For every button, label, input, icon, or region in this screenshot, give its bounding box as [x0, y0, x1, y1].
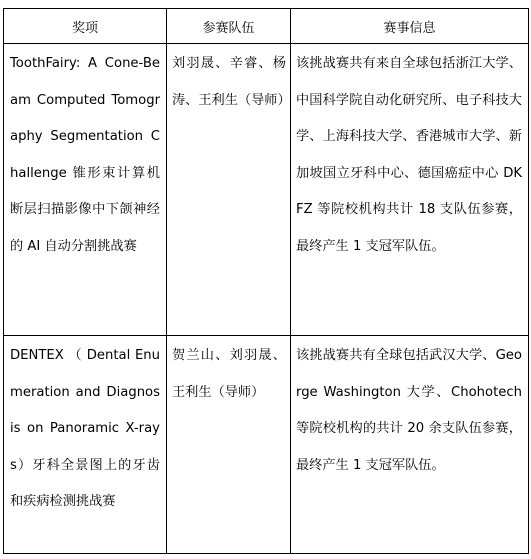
team-cell [167, 336, 291, 554]
award-text: ToothFairy: A Cone-Beam Computed Tomography Segmentation Challenge 锥形束计算机断层扫描影像中下颌神经的 AI 自动分割挑战赛 [10, 56, 160, 254]
info-cell [291, 44, 529, 336]
column-header-info: 赛事信息 [291, 9, 529, 44]
info-text: 该挑战赛共有全球包括武汉大学、George Washington 大学、Chohotech 等院校机构的共计 20 余支队伍参赛，最终产生 1 支冠军队伍。 [296, 348, 522, 473]
column-header-team: 参赛队伍 [167, 9, 291, 44]
awards-table [3, 8, 529, 554]
team-cell [167, 44, 291, 336]
info-cell [291, 336, 529, 554]
team-text: 贺兰山、刘羽晟、王利生（导师） [172, 348, 286, 400]
award-cell [4, 44, 167, 336]
team-text: 刘羽晟、辛睿、杨涛、王利生（导师） [172, 56, 291, 108]
column-header-award: 奖项 [4, 9, 167, 44]
info-text: 该挑战赛共有来自全球包括浙江大学、中国科学院自动化研究所、电子科技大学、上海科技大学、香港城市大学、新加坡国立牙科中心、德国癌症中心 DKFZ 等院校机构共计 18 支队伍参赛，最终产生 1 支冠军队伍。 [296, 56, 522, 254]
table-row [4, 336, 529, 554]
table-row [4, 44, 529, 336]
award-text: DENTEX （ Dental Enumeration and Diagnosis on Panoramic X-rays）牙科全景图上的牙齿和疾病检测挑战赛 [10, 348, 160, 509]
award-cell [4, 336, 167, 554]
table-header-row [4, 9, 529, 44]
